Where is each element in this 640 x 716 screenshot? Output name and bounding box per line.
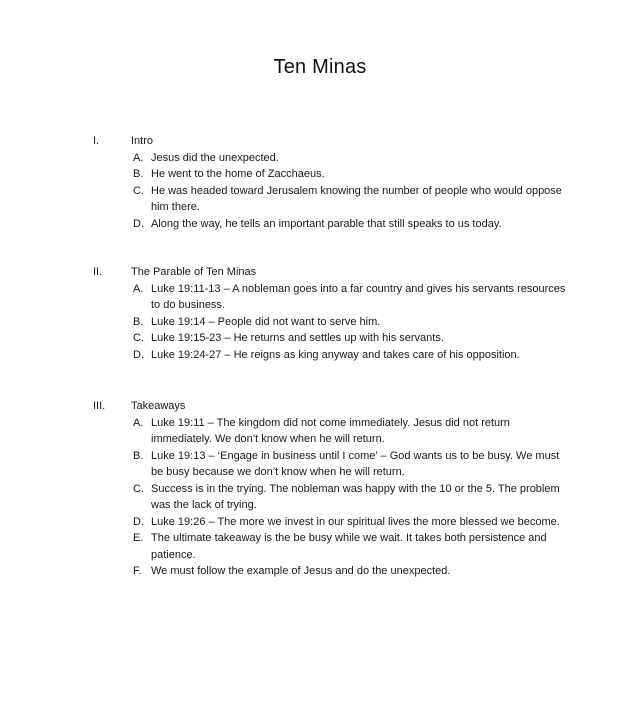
list-item xyxy=(133,314,573,331)
item-text: Luke 19:14 – People did not want to serve him. xyxy=(151,315,381,328)
item-text: He went to the home of Zacchaeus. xyxy=(151,168,325,180)
item-text: Along the way, he tells an important parable that still speaks to us today. xyxy=(151,217,502,230)
item-text: He was headed toward Jerusalem knowing the number of people who would oppose him there. xyxy=(151,184,562,213)
item-letter: C. xyxy=(133,184,144,197)
list-item xyxy=(133,281,573,314)
list-item xyxy=(133,216,573,233)
item-text: The ultimate takeaway is the be busy while we wait. It takes both persistence and patience. xyxy=(151,532,547,561)
item-text: Luke 19:26 – The more we invest in our spiritual lives the more blessed we become. xyxy=(151,515,560,528)
item-letter: B. xyxy=(133,315,144,328)
item-letter: D. xyxy=(133,217,144,230)
list-item xyxy=(133,530,573,563)
item-list xyxy=(133,281,573,364)
item-letter: D. xyxy=(133,348,144,361)
section-numeral: III. xyxy=(93,400,106,412)
list-item xyxy=(133,166,573,183)
item-letter: B. xyxy=(133,449,144,462)
page-title: Ten Minas xyxy=(273,56,367,78)
item-letter: B. xyxy=(133,168,144,180)
item-letter: F. xyxy=(133,565,142,577)
item-letter: C. xyxy=(133,332,144,344)
item-text: Success is in the trying. The nobleman was happy with the 10 or the 5. The problem was the lack of trying. xyxy=(151,482,560,511)
list-item xyxy=(133,563,573,580)
section-numeral: II. xyxy=(93,266,103,278)
item-letter: D. xyxy=(133,515,144,528)
section-numeral: I. xyxy=(93,135,100,147)
section-heading: Takeaways xyxy=(131,400,186,412)
list-item xyxy=(133,481,573,514)
item-list xyxy=(133,150,573,233)
item-text: Jesus did the unexpected. xyxy=(151,151,279,164)
item-letter: C. xyxy=(133,482,144,495)
section-heading: Intro xyxy=(131,135,154,147)
item-text: Luke 19:24-27 – He reigns as king anyway and takes care of his opposition. xyxy=(151,348,520,361)
item-letter: A. xyxy=(133,151,144,164)
item-letter: A. xyxy=(133,282,144,295)
item-letter: A. xyxy=(133,416,144,429)
item-text: Luke 19:13 – ‘Engage in business until I come’ – God wants us to be busy. We must be busy because we don’t know when he will return. xyxy=(151,449,560,478)
list-item xyxy=(133,448,573,481)
item-letter: E. xyxy=(133,532,144,544)
list-item xyxy=(133,330,573,347)
list-item xyxy=(133,347,573,364)
item-text: Luke 19:11-13 – A nobleman goes into a far country and gives his servants resources to do business. xyxy=(151,282,566,311)
item-text: Luke 19:11 – The kingdom did not come immediately. Jesus did not return immediately. We don’t know when he will return. xyxy=(151,416,510,445)
list-item xyxy=(133,183,573,216)
item-text: We must follow the example of Jesus and do the unexpected. xyxy=(151,565,451,577)
section-heading: The Parable of Ten Minas xyxy=(131,266,257,278)
list-item xyxy=(133,150,573,167)
list-item xyxy=(133,514,573,531)
item-list xyxy=(133,415,573,580)
item-text: Luke 19:15-23 – He returns and settles up with his servants. xyxy=(151,332,444,344)
list-item xyxy=(133,415,573,448)
